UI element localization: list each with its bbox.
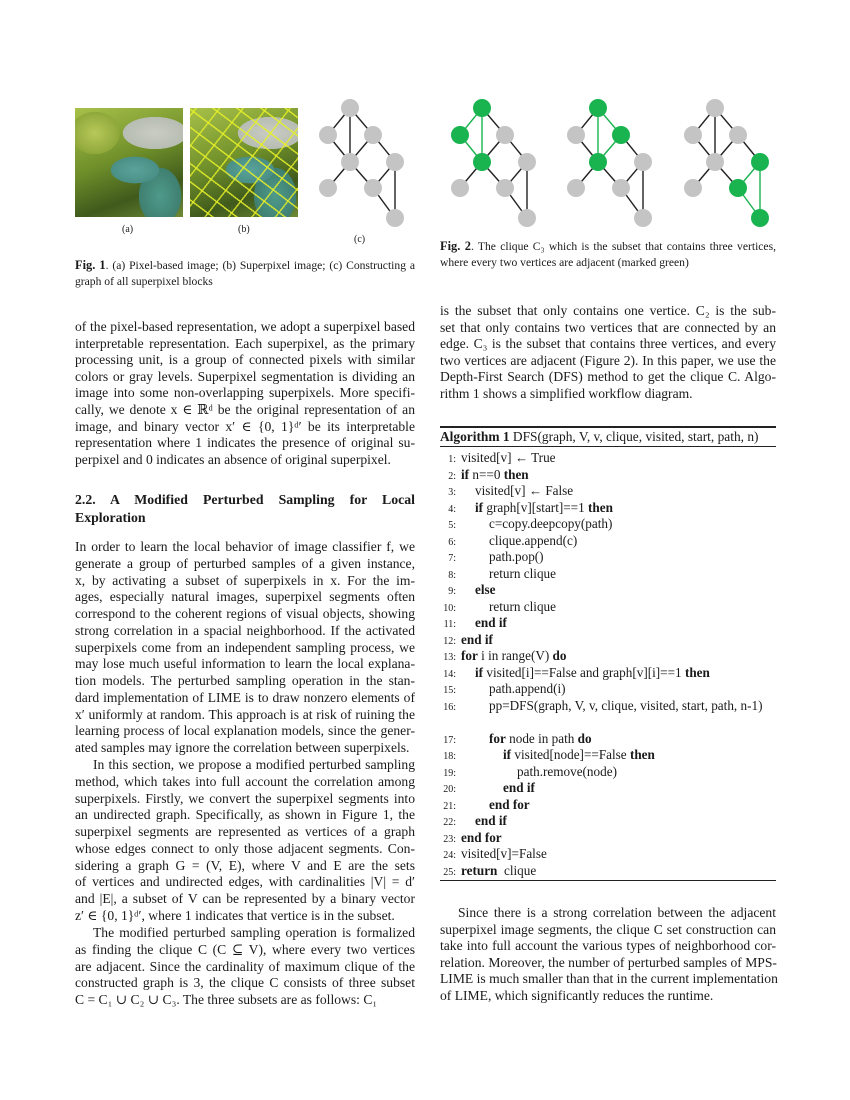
text-line: cally, we denote x ∈ ℝᵈ be the original representation of an <box>75 402 415 417</box>
text-line: The modified perturbed sampling operation is formalized <box>93 925 415 940</box>
text-line: generate a group of perturbed samples of a given instance, <box>75 555 415 571</box>
text-line: edge. C₃ is the subset that contains three vertices, and every <box>440 336 776 351</box>
code-text: clique <box>497 862 537 878</box>
text-line: dard implementation of LIME is to draw nonzero elements of <box>75 689 415 705</box>
algorithm-line <box>440 846 547 864</box>
keyword: end if <box>475 615 507 630</box>
algorithm-line <box>440 582 496 600</box>
algorithm-line <box>440 863 536 881</box>
text-line: superpixels come from an independent sampling process, we <box>75 639 415 655</box>
line-number: 6: <box>448 536 456 548</box>
graph-node-highlighted <box>612 126 630 144</box>
text-line: In order to learn the local behavior of image classifier f, we <box>75 539 415 554</box>
graph-node-highlighted <box>473 99 491 117</box>
text-line: representation where 1 indicates the presence of original su- <box>75 435 415 451</box>
graph-node <box>706 153 724 171</box>
line-number: 15: <box>443 685 456 696</box>
text-line: Since there is a strong correlation between the adjacent <box>458 905 776 920</box>
graph-node <box>341 153 359 171</box>
code-text: visited[v] ← True <box>461 450 556 465</box>
graph-node <box>319 126 337 144</box>
keyword: then <box>503 466 529 482</box>
keyword: end for <box>489 796 530 812</box>
text-line: of LIME, which significantly reduces the runtime. <box>440 988 714 1003</box>
graph-node-highlighted <box>751 153 769 171</box>
graph-node <box>451 179 469 197</box>
code-text: visited[node]==False <box>511 747 630 762</box>
algorithm-line <box>440 648 566 666</box>
fig1-label-b: (b) <box>238 224 250 235</box>
graph-node <box>518 153 536 171</box>
keyword: if <box>475 664 484 680</box>
text-line: whose edges connect to only those adjacent segments. Con- <box>75 840 415 856</box>
text-line: perpixel and 0 indicates an absence of original superpixel. <box>75 451 391 467</box>
graph-node <box>729 126 747 144</box>
graph-node <box>364 126 382 144</box>
text-line: ated samples may ignore the correlation between superpixels. <box>75 740 410 755</box>
code-text: path.append(i) <box>489 681 566 696</box>
text-line: x′ uniformly at random. This approach is at risk of ruining the <box>75 706 415 722</box>
code-text: path.pop() <box>489 549 544 564</box>
text-line: z′ ∈ {0, 1}ᵈ′, where 1 indicates that vertice is in the subset. <box>75 907 395 923</box>
algorithm-line <box>440 566 556 584</box>
code-text: c=copy.deepcopy(path) <box>489 516 613 531</box>
algorithm-line <box>440 632 493 650</box>
algorithm-line <box>440 698 762 716</box>
line-number: 24: <box>443 850 456 861</box>
line-number: 16: <box>443 701 456 713</box>
graph-node-highlighted <box>589 99 607 117</box>
code-text: visited[v] ← False <box>475 483 574 498</box>
text-line: learning process of local explanation models, since the gener- <box>75 723 415 739</box>
line-number: 25: <box>443 866 456 878</box>
algorithm-line <box>440 797 530 815</box>
algorithm-line <box>440 813 507 831</box>
graph-node <box>567 126 585 144</box>
algorithm-line <box>440 450 556 468</box>
algorithm-line <box>440 830 502 848</box>
text-line: LIME is much smaller than that in the current implementation <box>440 971 778 987</box>
text-line: sidering a graph G = (V, E), where V and E are the sets <box>75 857 415 873</box>
algorithm-line <box>440 615 507 633</box>
algorithm-line <box>440 500 613 518</box>
algorithm-line <box>440 483 573 501</box>
superpixel-graph <box>300 90 430 235</box>
graph-node <box>386 209 404 227</box>
text-line: superpixel image segments, the clique C set construction can <box>440 921 776 937</box>
graph-node <box>341 99 359 117</box>
line-number: 9: <box>448 586 456 597</box>
graph-node <box>364 179 382 197</box>
keyword: end for <box>461 829 502 845</box>
keyword: end if <box>461 631 493 647</box>
algorithm-title <box>440 429 759 445</box>
algorithm-line <box>440 665 710 683</box>
fig2-caption-text: . The clique C₃ which is the subset that contains three vertices, where every two vertices are adjacent (marked green) <box>440 240 776 269</box>
line-number: 20: <box>443 784 456 795</box>
text-line: and |E|, a subset of V can be represented by a binary vector <box>75 891 415 906</box>
algorithm-line <box>440 467 529 485</box>
code-text: node in path <box>505 730 578 746</box>
text-line: are adjacent. Since the cardinality of maximum clique of the <box>75 958 415 974</box>
line-number: 5: <box>448 520 456 531</box>
code-text: n==0 <box>469 466 504 482</box>
keyword: end if <box>503 780 535 795</box>
keyword: if <box>461 466 470 482</box>
section-heading: 2.2. A Modified Perturbed Sampling for Local Exploration <box>75 492 415 525</box>
graph-node <box>612 179 630 197</box>
line-number: 19: <box>443 767 456 779</box>
algorithm-line <box>440 747 655 765</box>
graph-node <box>684 179 702 197</box>
text-line: superpixels. Firstly, we convert the superpixel segments into <box>75 790 415 806</box>
code-text: visited[v]=False <box>461 846 547 861</box>
algorithm-line <box>440 681 566 699</box>
graph-node-highlighted <box>729 179 747 197</box>
line-number: 2: <box>448 470 456 482</box>
keyword: then <box>588 499 613 515</box>
code-text: i in range(V) <box>477 648 553 663</box>
fig1-caption <box>75 257 415 290</box>
algorithm-top-rule <box>440 426 776 428</box>
keyword: do <box>552 648 567 663</box>
text-line: superpixel segments are represented as vertices of a graph <box>75 824 415 839</box>
clique-graphs <box>435 90 785 235</box>
graph-node <box>518 209 536 227</box>
text-line: may lose much useful information to learn the local explana- <box>75 656 415 672</box>
keyword: end if <box>475 813 507 828</box>
text-line: method, which takes into full account the correlation among <box>75 773 415 789</box>
algorithm-label: Algorithm 1 <box>440 429 510 444</box>
line-number: 7: <box>448 553 456 564</box>
graph-node-highlighted <box>751 209 769 227</box>
algorithm-signature: DFS(graph, V, v, clique, visited, start, path, n) <box>509 429 759 444</box>
algorithm-line <box>440 780 535 798</box>
line-number: 12: <box>443 635 456 647</box>
keyword: else <box>475 582 496 597</box>
algorithm-line <box>440 516 612 534</box>
text-line: two vertices are adjacent (Figure 2). In this paper, we use the <box>440 352 776 368</box>
algorithm-line <box>440 549 544 567</box>
fig2-caption-label: Fig. 2 <box>440 239 471 253</box>
text-line: of the pixel-based representation, we adopt a superpixel based <box>75 319 415 334</box>
graph-node-highlighted <box>451 126 469 144</box>
text-line: C = C₁ ∪ C₂ ∪ C₃. The three subsets are as follows: C₁ <box>75 992 378 1007</box>
algorithm-line <box>440 731 592 749</box>
fig1-caption-label: Fig. 1 <box>75 258 106 272</box>
code-text: return clique <box>489 565 557 581</box>
keyword: do <box>577 730 592 746</box>
text-line: In this section, we propose a modified perturbed sampling <box>93 757 415 772</box>
text-line: is the subset that only contains one vertice. C₂ is the sub- <box>440 303 776 318</box>
line-number: 11: <box>443 619 456 630</box>
pixel-based-image <box>75 108 183 217</box>
graph-node <box>386 153 404 171</box>
fig2-caption <box>440 238 776 271</box>
text-line: colors or gray levels. Superpixel segmentation is dividing an <box>75 368 415 384</box>
text-line: image, and binary vector x′ ∈ {0, 1}ᵈ′ be its interpretable <box>75 418 415 434</box>
text-line: take into full account the various types of neighborhood cor- <box>440 938 776 954</box>
line-number: 23: <box>443 833 456 845</box>
line-number: 13: <box>443 652 456 663</box>
text-line: as finding the clique C (C ⊆ V), where every two vertices <box>75 941 415 957</box>
line-number: 8: <box>448 569 456 581</box>
fig1-caption-text: . (a) Pixel-based image; (b) Superpixel image; (c) Constructing a graph of all superpixel blocks <box>75 259 415 288</box>
fig1-label-a: (a) <box>122 224 134 235</box>
code-text: pp=DFS(graph, V, v, clique, visited, start, path, n-1) <box>489 697 763 713</box>
keyword: for <box>461 648 478 663</box>
graph-node <box>319 179 337 197</box>
text-line: processing unit, is a group of connected pixels with similar <box>75 352 415 368</box>
fig1-label-c: (c) <box>354 234 366 245</box>
graph-node <box>496 179 514 197</box>
code-text: path.remove(node) <box>517 763 617 779</box>
superpixel-image <box>190 108 298 217</box>
text-line: Depth-First Search (DFS) method to get the clique C. Algo- <box>440 369 776 384</box>
algorithm-line <box>440 764 617 782</box>
text-line: ages, especially natural images, superpixel segments often <box>75 589 415 605</box>
code-text: visited[i]==False and graph[v][i]==1 <box>483 664 685 680</box>
keyword: then <box>629 747 655 762</box>
keyword: if <box>475 499 484 515</box>
code-text: clique.append(c) <box>489 532 578 548</box>
text-line: x, by activating a subset of superpixels in x. For the im- <box>75 572 415 588</box>
text-line: of vertices and undirected edges, with cardinalities |V| = d′ <box>75 874 415 890</box>
algorithm-line <box>440 599 556 617</box>
graph-node-highlighted <box>473 153 491 171</box>
algorithm-title-rule <box>440 446 776 447</box>
text-line: correspond to the coherent regions of visual objects, showing <box>75 606 415 621</box>
line-number: 17: <box>443 734 456 746</box>
line-number: 22: <box>443 817 456 828</box>
text-line: image into some non-overlapping superpixels. More specifi- <box>75 385 415 401</box>
code-text: graph[v][start]==1 <box>483 499 589 515</box>
graph-node <box>567 179 585 197</box>
line-number: 14: <box>443 668 456 680</box>
text-line: an undirected graph. Specifically, as shown in Figure 1, the <box>75 807 415 823</box>
text-line: relation. Moreover, the number of perturbed samples of MPS- <box>440 954 777 970</box>
line-number: 18: <box>443 751 456 762</box>
text-line: rithm 1 shows a simplified workflow diagram. <box>440 385 693 401</box>
text-line: interpretable representation. Each superpixel, as the primary <box>75 335 415 351</box>
text-line: constructed graph is 3, the clique C consists of three subset <box>75 975 415 991</box>
text-line: set that only contains two vertices that are connected by an <box>440 319 776 335</box>
text-line: tion models. The perturbed sampling operation in the stan- <box>75 673 415 688</box>
algorithm-line <box>440 533 577 551</box>
line-number: 10: <box>443 602 456 614</box>
graph-node <box>634 153 652 171</box>
algorithm-bottom-rule <box>440 880 776 881</box>
line-number: 4: <box>448 503 456 515</box>
graph-node <box>634 209 652 227</box>
code-text: return clique <box>489 598 557 614</box>
graph-node <box>706 99 724 117</box>
line-number: 1: <box>448 454 456 465</box>
text-line: strong correlation in a spacial neighborhood. If the activated <box>75 622 415 638</box>
graph-node <box>496 126 514 144</box>
keyword: for <box>489 730 506 746</box>
graph-node-highlighted <box>589 153 607 171</box>
keyword: return <box>461 862 498 878</box>
keyword: then <box>684 664 710 680</box>
line-number: 21: <box>443 800 456 812</box>
line-number: 3: <box>448 487 456 498</box>
graph-node <box>684 126 702 144</box>
keyword: if <box>503 747 512 762</box>
